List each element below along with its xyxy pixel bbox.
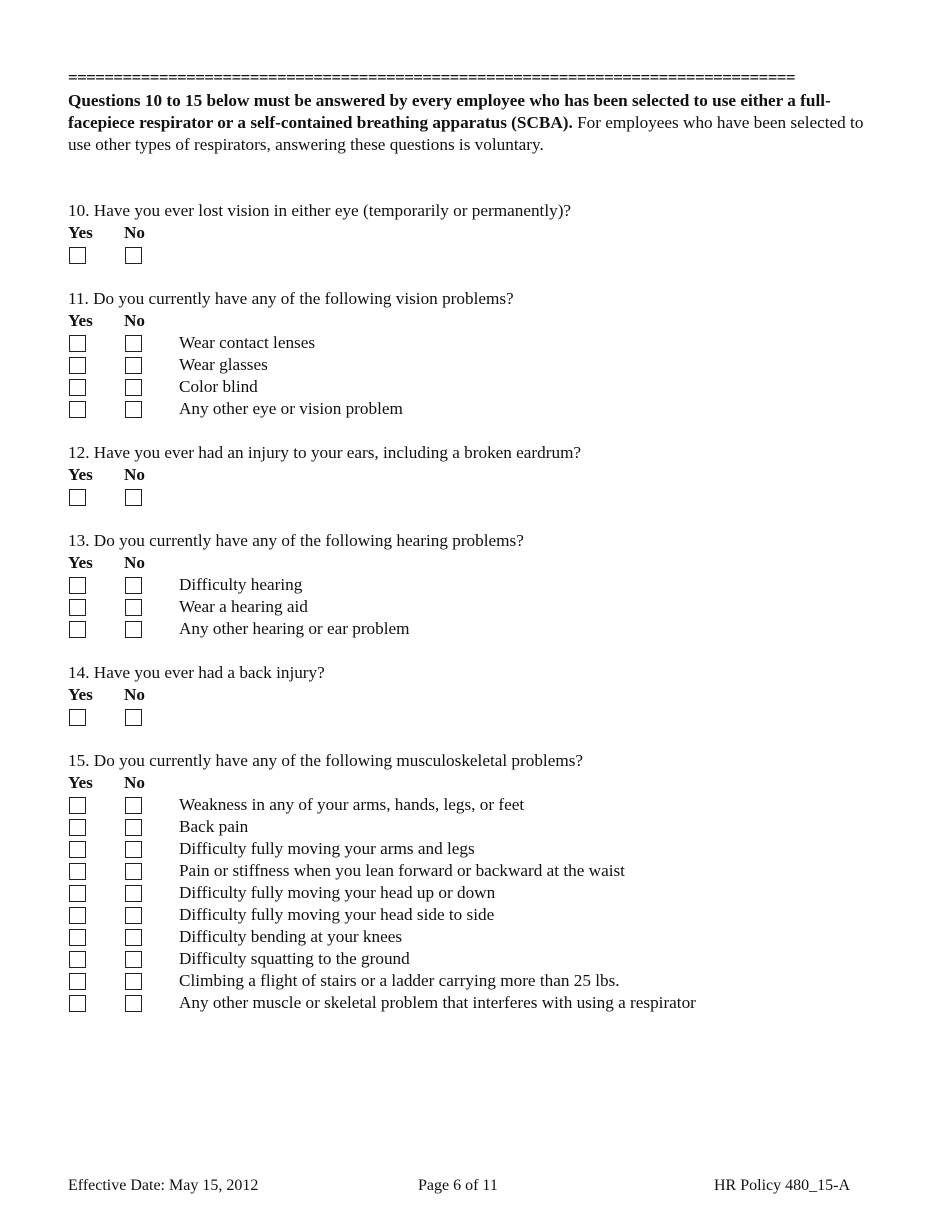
no-checkbox[interactable] [125, 819, 142, 836]
question-14 [68, 662, 325, 728]
question-10-text: 10. Have you ever lost vision in either eye (temporarily or permanently)? [68, 201, 572, 220]
answer-label: Difficulty fully moving your head side to side [179, 905, 495, 924]
yes-checkbox[interactable] [69, 489, 86, 506]
question-11 [68, 288, 514, 420]
intro-bold-text: Questions 10 to 15 below must be answered by every employee who has been selected to use either a full-facepiece respirator or a self-contained breathing apparatus (SCBA). [68, 91, 831, 132]
no-header: No [124, 465, 146, 484]
question-11-text: 11. Do you currently have any of the following vision problems? [68, 289, 514, 308]
yes-checkbox[interactable] [69, 599, 86, 616]
answer-label: Difficulty bending at your knees [179, 927, 403, 946]
answer-label: Difficulty hearing [179, 575, 303, 594]
yes-no-header [68, 552, 524, 574]
no-checkbox[interactable] [125, 335, 142, 352]
answer-row [68, 926, 583, 948]
answer-row [68, 882, 583, 904]
answer-label: Any other hearing or ear problem [179, 619, 410, 638]
yes-header: Yes [68, 553, 93, 572]
yes-checkbox[interactable] [69, 709, 86, 726]
answer-label: Difficulty fully moving your head up or down [179, 883, 496, 902]
yes-checkbox[interactable] [69, 863, 86, 880]
yes-checkbox[interactable] [69, 621, 86, 638]
yes-no-header [68, 222, 571, 244]
yes-no-header [68, 772, 583, 794]
footer-page-number: Page 6 of 11 [418, 1177, 498, 1194]
answer-label: Weakness in any of your arms, hands, legs, or feet [179, 795, 525, 814]
answer-label: Color blind [179, 377, 258, 396]
no-checkbox[interactable] [125, 863, 142, 880]
no-checkbox[interactable] [125, 973, 142, 990]
yes-checkbox[interactable] [69, 357, 86, 374]
answer-row [68, 794, 583, 816]
no-header: No [124, 311, 146, 330]
no-checkbox[interactable] [125, 709, 142, 726]
question-15 [68, 750, 696, 1014]
yes-checkbox[interactable] [69, 841, 86, 858]
question-10 [68, 200, 571, 266]
answer-row [68, 618, 524, 640]
yes-checkbox[interactable] [69, 819, 86, 836]
no-checkbox[interactable] [125, 929, 142, 946]
no-checkbox[interactable] [125, 489, 142, 506]
no-checkbox[interactable] [125, 357, 142, 374]
no-header: No [124, 773, 146, 792]
no-header: No [124, 685, 146, 704]
answer-label: Back pain [179, 817, 249, 836]
no-checkbox[interactable] [125, 577, 142, 594]
no-checkbox[interactable] [125, 247, 142, 264]
answer-label: Wear contact lenses [179, 333, 316, 352]
answer-label: Any other muscle or skeletal problem that interferes with using a respirator [179, 993, 696, 1012]
yes-checkbox[interactable] [69, 907, 86, 924]
yes-checkbox[interactable] [69, 379, 86, 396]
yes-header: Yes [68, 223, 93, 242]
answer-row [68, 860, 625, 882]
answer-row [68, 354, 514, 376]
answer-row [68, 838, 583, 860]
answer-row [68, 706, 325, 728]
answer-row [68, 376, 514, 398]
answer-row [68, 992, 696, 1014]
question-13 [68, 530, 524, 640]
yes-header: Yes [68, 685, 93, 704]
section-separator: ================================================================================ [68, 68, 795, 87]
no-checkbox[interactable] [125, 995, 142, 1012]
yes-header: Yes [68, 465, 93, 484]
answer-row [68, 574, 524, 596]
answer-label: Wear a hearing aid [179, 597, 308, 616]
yes-no-header [68, 464, 581, 486]
no-checkbox[interactable] [125, 951, 142, 968]
yes-checkbox[interactable] [69, 973, 86, 990]
answer-row [68, 596, 524, 618]
answer-row [68, 244, 571, 266]
yes-checkbox[interactable] [69, 929, 86, 946]
answer-row [68, 816, 583, 838]
answer-row [68, 486, 581, 508]
yes-checkbox[interactable] [69, 885, 86, 902]
yes-checkbox[interactable] [69, 951, 86, 968]
yes-header: Yes [68, 773, 93, 792]
question-12 [68, 442, 581, 508]
answer-row [68, 904, 583, 926]
yes-checkbox[interactable] [69, 577, 86, 594]
yes-checkbox[interactable] [69, 401, 86, 418]
footer-effective-date: Effective Date: May 15, 2012 [68, 1177, 259, 1194]
answer-row [68, 398, 514, 420]
answer-label: Climbing a flight of stairs or a ladder carrying more than 25 lbs. [179, 971, 620, 990]
no-checkbox[interactable] [125, 621, 142, 638]
answer-label: Difficulty fully moving your arms and legs [179, 839, 475, 858]
no-header: No [124, 553, 146, 572]
answer-label: Difficulty squatting to the ground [179, 949, 410, 968]
yes-header: Yes [68, 311, 93, 330]
intro-normal-text: For employees who have been selected to use other types of respirators, answering these questions is voluntary. [68, 113, 864, 154]
yes-checkbox[interactable] [69, 995, 86, 1012]
no-checkbox[interactable] [125, 907, 142, 924]
page-footer [68, 1176, 850, 1196]
no-checkbox[interactable] [125, 401, 142, 418]
section-intro [68, 90, 868, 156]
no-checkbox[interactable] [125, 797, 142, 814]
answer-row [68, 970, 620, 992]
no-checkbox[interactable] [125, 841, 142, 858]
answer-row [68, 332, 514, 354]
question-12-text: 12. Have you ever had an injury to your ears, including a broken eardrum? [68, 443, 582, 462]
no-checkbox[interactable] [125, 379, 142, 396]
footer-policy: HR Policy 480_15-A [714, 1177, 850, 1194]
question-14-text: 14. Have you ever had a back injury? [68, 663, 325, 682]
no-header: No [124, 223, 146, 242]
yes-no-header [68, 684, 325, 706]
yes-checkbox[interactable] [69, 247, 86, 264]
question-15-text: 15. Do you currently have any of the following musculoskeletal problems? [68, 751, 584, 770]
answer-label: Wear glasses [179, 355, 268, 374]
answer-label: Any other eye or vision problem [179, 399, 403, 418]
no-checkbox[interactable] [125, 885, 142, 902]
answer-row [68, 948, 583, 970]
answer-label: Pain or stiffness when you lean forward or backward at the waist [179, 861, 625, 880]
yes-checkbox[interactable] [69, 335, 86, 352]
question-13-text: 13. Do you currently have any of the following hearing problems? [68, 531, 524, 550]
yes-no-header [68, 310, 514, 332]
no-checkbox[interactable] [125, 599, 142, 616]
yes-checkbox[interactable] [69, 797, 86, 814]
